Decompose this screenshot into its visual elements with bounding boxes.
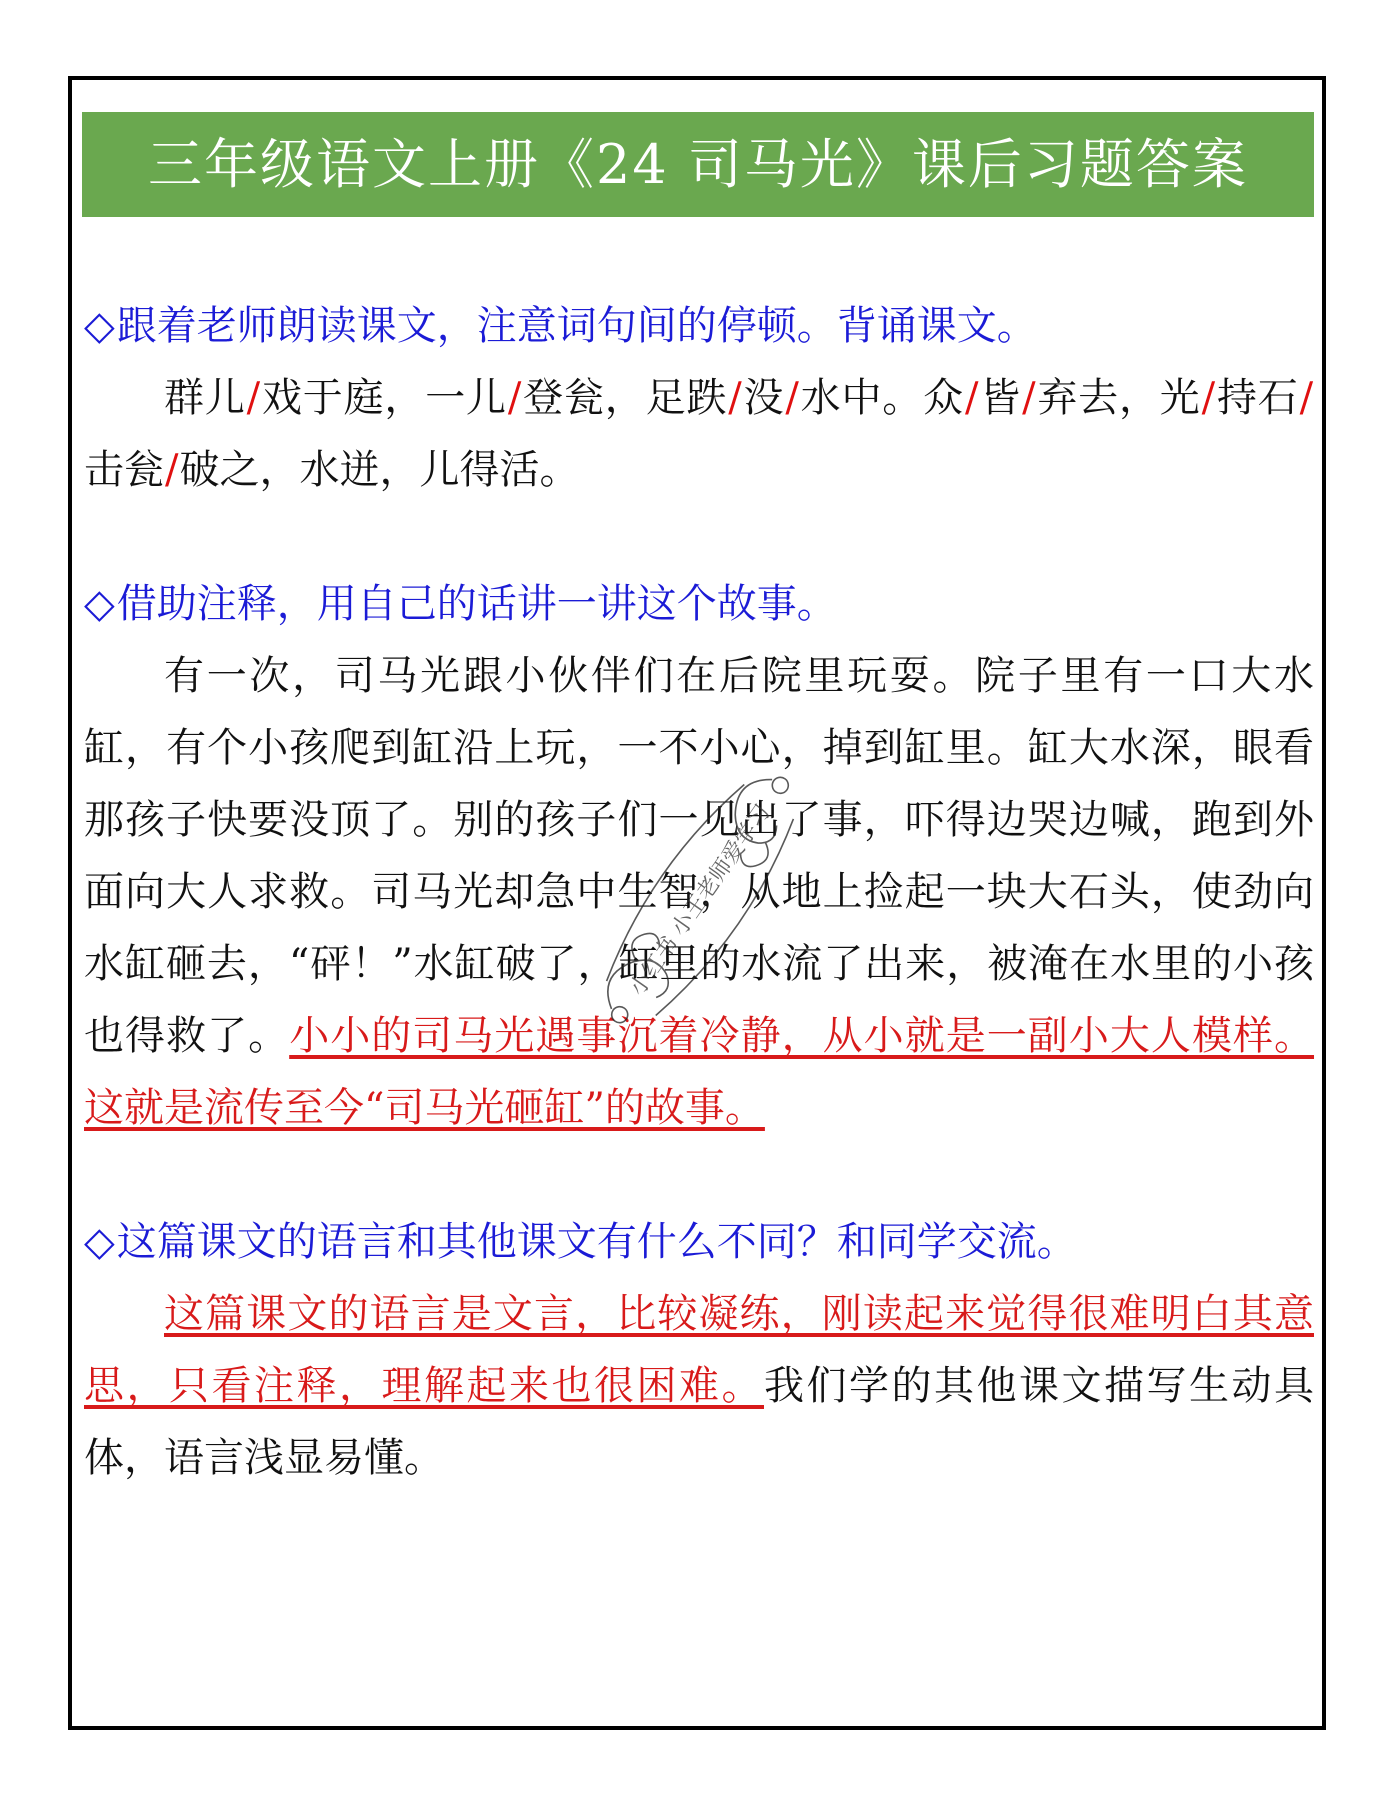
pause-slash: / <box>728 375 742 421</box>
passage-segment: 击瓮 <box>84 447 164 493</box>
diamond-icon: ◇ <box>84 581 115 627</box>
passage-segment: 弃去，光 <box>1036 375 1201 421</box>
diamond-icon: ◇ <box>84 303 115 349</box>
passage-segment: 水中。众 <box>799 375 964 421</box>
section-3 <box>84 1206 1314 1494</box>
passage-segment: 破之，水迸，儿得活。 <box>179 447 580 493</box>
passage-with-pauses <box>84 362 1314 506</box>
question-2-text: 借助注释，用自己的话讲一讲这个故事。 <box>116 581 837 627</box>
pause-slash: / <box>246 375 261 421</box>
passage-segment: 没 <box>742 375 785 421</box>
passage-segment: 戏于庭，一儿 <box>261 375 507 421</box>
watermark-text: 小红书 小王老师爱学习 <box>625 800 776 1001</box>
page-title: 三年级语文上册《24 司马光》课后习题答案 <box>82 112 1314 217</box>
question-1-text: 跟着老师朗读课文，注意词句间的停顿。背诵课文。 <box>116 303 1037 349</box>
question-3 <box>84 1206 1314 1278</box>
section-2 <box>84 568 1314 1144</box>
pause-slash: / <box>1022 375 1036 421</box>
pause-slash: / <box>1201 375 1216 421</box>
answer-highlight-text: 这篇课文的语言是文言，比较凝练，刚读起来觉得很难明白其意思，只看注释，理解起来也很困难。 <box>84 1291 1314 1409</box>
question-3-text: 这篇课文的语言和其他课文有什么不同？和同学交流。 <box>116 1219 1077 1265</box>
question-2 <box>84 568 1314 640</box>
question-1 <box>84 290 1314 362</box>
section-1 <box>84 290 1314 506</box>
pause-slash: / <box>964 375 979 421</box>
passage-segment: 登瓮，足跌 <box>522 375 728 421</box>
passage-segment: 持石 <box>1216 375 1299 421</box>
diamond-icon: ◇ <box>84 1219 115 1265</box>
content <box>84 290 1314 1556</box>
passage-segment: 群儿 <box>164 375 246 421</box>
answer-plain-text: 有一次，司马光跟小伙伴们在后院里玩耍。院子里有一口大水缸，有个小孩爬到缸沿上玩，一不小心，掉到缸里。缸大水深，眼看那孩子快要没顶了。别的孩子们一见出了事，吓得边哭边喊，跑到外面向大人求救。司马光却急中生智，从地上捡起一块大石头，使劲向水缸砸去，“砰！”水缸破了，缸里的水流了出来，被淹在水里的小孩也得救了。 <box>84 653 1314 1059</box>
answer-highlight-text: 小小的司马光遇事沉着冷静，从小就是一副小大人模样。这就是流传至今“司马光砸缸”的故事。 <box>84 1013 1315 1131</box>
passage-segment: 皆 <box>979 375 1022 421</box>
pause-slash: / <box>165 447 179 493</box>
pause-slash: / <box>1299 375 1314 421</box>
answer-plain-text: 我们学的其他课文描写生动具体，语言浅显易懂。 <box>84 1363 1314 1481</box>
language-comparison <box>84 1278 1314 1494</box>
pause-slash: / <box>785 375 799 421</box>
story-retelling <box>84 640 1314 1144</box>
pause-slash: / <box>507 375 522 421</box>
